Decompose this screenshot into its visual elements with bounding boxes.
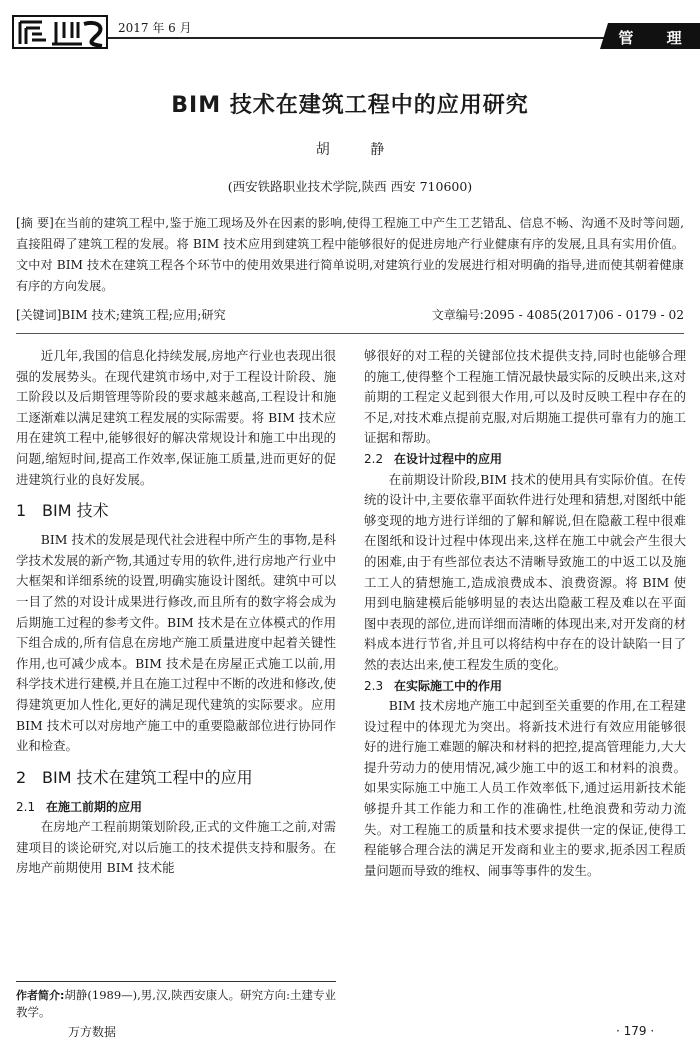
abstract-text: 在当前的建筑工程中,鉴于施工现场及外在因素的影响,使得工程施工中产生工艺错乱、信息不畅、沟通不及时等问题,直接阻碍了建筑工程的发展。将 BIM 技术应用到建筑工程中能够很好的促进房地产行业健康有序的发展,且具有实用价值。文中对 BIM 技术在建筑工程各个环节中的使用效果进行简单说明,对建筑行业的发展进行相对明确的指导,进而使其朝着健康有序的方向发展。 xyxy=(16,216,684,293)
section-2-3-title: 在实际施工中的作用 xyxy=(394,678,503,693)
section-label: 管 理 xyxy=(618,29,696,47)
article-number xyxy=(432,306,684,323)
section-2-1-title: 在施工前期的应用 xyxy=(46,799,143,814)
author-footnote xyxy=(16,987,338,1021)
abstract-separator xyxy=(16,333,684,334)
right-column xyxy=(364,346,686,881)
section-1-title: BIM 技术 xyxy=(42,501,109,521)
left-column xyxy=(16,346,336,879)
section-2-1-number: 2.1 xyxy=(16,799,36,814)
section-1-heading xyxy=(16,498,336,524)
keywords-row xyxy=(16,306,684,323)
section-1-paragraph: BIM 技术的发展是现代社会进程中所产生的事物,是科学技术发展的新产物,其通过专用的软件,进行房地产行业中大框架和详细系统的设置,明确实施设计图纸。建筑中可以一目了然的对设计成果进行修改,而且所有的数字将会成为后期施工过程的参考文件。BIM 技术是在立体模式的作用下组合成的,所有信息在房地产施工质量进度中起着关键性作用,也可减少成本。BIM 技术是在房屋正式施工以前,用科学技术进行建模,并且在施工过程中不断的改进和修改,使得建筑更加人性化,更好的满足现代建筑的实际要求。应用 BIM 技术可以对房地产施工中的重要隐蔽部位进行协同作业和检查。 xyxy=(16,532,336,754)
section-2-2-heading xyxy=(364,449,686,470)
article-number-value: 2095 - 4085(2017)06 - 0179 - 02 xyxy=(483,308,684,322)
article-author: 胡 静 xyxy=(315,142,403,158)
section-2-1-heading xyxy=(16,797,336,818)
section-2-1-paragraph: 在房地产工程前期策划阶段,正式的文件施工之前,对需建项目的谈论研究,对以后施工的技术提供支持和服务。在房地产前期使用 BIM 技术能 xyxy=(16,819,336,876)
page-number: · 179 · xyxy=(616,1024,655,1038)
intro-paragraph: 近几年,我国的信息化持续发展,房地产行业也表现出很强的发展势头。在现代建筑市场中,对于工程设计阶段、施工阶段以及后期管理等阶段的要求越来越高,工程设计和施工逐渐难以满足建筑工程发展的实际需要。将 BIM 技术应用在建筑工程中,能够很好的解决常规设计和施工中出现的问题,缩短时间,提高工作效率,保证施工质量,进而更好的促进建筑行业的良好发展。 xyxy=(16,348,336,487)
section-2-2-title: 在设计过程中的应用 xyxy=(394,451,503,466)
section-1-number: 1 xyxy=(16,501,27,521)
section-2-3-number: 2.3 xyxy=(364,678,384,693)
section-2-title: BIM 技术在建筑工程中的应用 xyxy=(42,767,253,787)
page-header xyxy=(0,0,700,60)
abstract-label: [摘 要] xyxy=(16,216,54,230)
article-title: BIM 技术在建筑工程中的应用研究 xyxy=(171,93,529,118)
keywords-text: BIM 技术;建筑工程;应用;研究 xyxy=(61,308,226,322)
section-2-3-paragraph: BIM 技术房地产施工中起到至关重要的作用,在工程建设过程中的体现尤为突出。将新技术进行有效应用能够很好的进行施工难题的解决和材料的把控,提高管理能力,大大提升劳动力的使用情况,减少施工中的返工和材料的浪费。如果实际施工中施工人员工作效率低下,通过运用新技术能够提升其工作能力和工作的准确性,杜绝浪费和劳动力流失。对工程施工的质量和技术要求提供一定的保证,使得工程能够合理合法的满足开发商和业主的要求,扼杀因工程质量问题而导致的维权、闹事等事件的发生。 xyxy=(364,698,686,878)
issue-date: 2017 年 6 月 xyxy=(118,21,192,35)
footnote-text: 胡静(1989—),男,汉,陕西安康人。研究方向:土建专业教学。 xyxy=(16,988,336,1019)
journal-logo xyxy=(12,14,108,50)
section-2-2-paragraph: 在前期设计阶段,BIM 技术的使用具有实际价值。在传统的设计中,主要依靠平面软件进行处理和猜想,对图纸中能够变现的地方进行详细的了解和解说,但在隐蔽工程中很难在图纸和设计过程中体现出来,这样在施工中就会产生很大的困难,由于有些部位表达不清晰导致施工的中返工以及施工工人的猜想施工,造成浪费成本、浪费资源。将 BIM 使用到电脑建模后能够明显的表达出隐蔽工程及难以在平面图中表现的部位,进而详细而清晰的体现出来,对开发商的材料成本进行节省,并且可以将结构中存在的设计缺陷一目了然的表达出来,使工程发生质的变化。 xyxy=(364,471,686,672)
section-2-3-heading xyxy=(364,676,686,697)
article-number-label: 文章编号: xyxy=(431,308,484,322)
section-2-1-continued: 够很好的对工程的关键部位技术提供支持,同时也能够合理的施工,使得整个工程施工情况最快最实际的反映出来,这对前期的工程定义起到很大作用,可以及时反映工程中存在的不足,对技术难点提前克服,对后期施工提供可靠有力的施工证据和帮助。 xyxy=(364,348,686,446)
abstract-block xyxy=(16,213,684,297)
database-watermark: 万方数据 xyxy=(68,1025,117,1039)
footnote-rule xyxy=(16,981,336,982)
section-2-number: 2 xyxy=(16,767,27,787)
keywords-label: [关键词] xyxy=(16,308,62,322)
footnote-label: 作者简介: xyxy=(16,989,65,1002)
author-affiliation: (西安铁路职业技术学院,陕西 西安 710600) xyxy=(227,179,473,194)
section-2-heading xyxy=(16,765,336,791)
section-2-2-number: 2.2 xyxy=(364,451,384,466)
